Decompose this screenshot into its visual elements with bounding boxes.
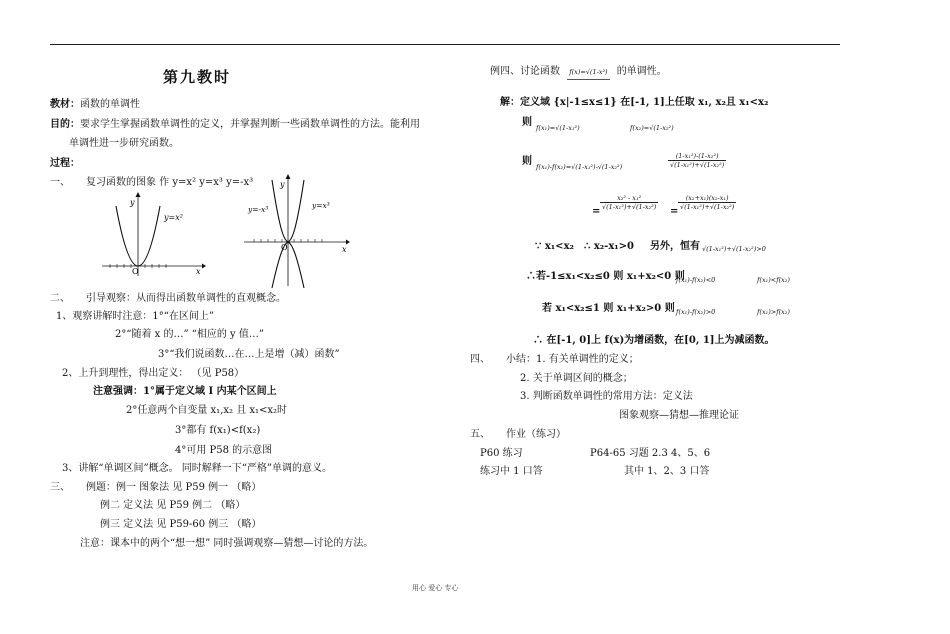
- section-3-num: 三、: [50, 482, 70, 493]
- y-axis-arrow-icon: [136, 192, 141, 197]
- diff-frac-2: [600, 194, 658, 211]
- section-1-text: 复习函数的图象 作 y=x² y=x³ y=-x³: [86, 177, 254, 188]
- section-1-num: 一、: [50, 177, 70, 188]
- y-axis-label: y: [280, 180, 285, 189]
- s3-note: 注意：课本中的两个“想一想” 同时强调观察—猜想—讨论的方法。: [80, 538, 374, 549]
- cubic-label: y=x³: [312, 201, 330, 210]
- material-text: 函数的单调性: [80, 99, 140, 110]
- also-text: 另外，恒有: [650, 241, 700, 252]
- s4-summary-1: 小结：1. 有关单调性的定义；: [506, 354, 639, 365]
- x-axis-arrow-icon: [202, 264, 206, 269]
- then-2: 则: [522, 156, 532, 167]
- s4-summary-2: 2. 关于单调区间的概念；: [520, 373, 633, 384]
- s5-homework-2b: 其中 1、2、3 口答: [624, 466, 710, 477]
- y-axis-arrow-icon: [286, 174, 291, 179]
- solution-line: 解：定义域 {x|-1≤x≤1} 在[-1, 1]上任取 x₁, x₂且 x₁<x₂: [500, 97, 769, 108]
- x-axis-label: x: [342, 245, 347, 254]
- origin-label: O: [132, 267, 139, 276]
- also-expr: √(1-x₁²)+√(1-x₂²)>0: [702, 245, 766, 253]
- s5-homework-2a: 练习中 1 口答: [480, 466, 543, 477]
- s3-example-1: 例题：例一 图象法 见 P59 例一 （略）: [86, 482, 262, 493]
- diff-frac-2-den: √(1-x₁²)+√(1-x₂²): [602, 203, 657, 211]
- diff-frac-3-den: √(1-x₁²)+√(1-x₂²): [680, 203, 735, 211]
- y-axis-label: y: [130, 198, 135, 207]
- goal-text-1: 要求学生掌握函数单调性的定义，并掌握判断一些函数单调性的方法。能利用: [80, 119, 420, 130]
- diff-frac-1-den: √(1-x₁²)+√(1-x₂²): [670, 161, 725, 169]
- s2-item-2: 2、上升到理性，得出定义： （见 P58）: [62, 368, 245, 379]
- section-4-num: 四、: [470, 354, 490, 365]
- section-2-num: 二、: [50, 293, 70, 304]
- s5-homework-1b: P64-65 习题 2.3 4、5、6: [590, 448, 711, 459]
- s2-item-2c: 3°都有 f(x₁)<f(x₂): [175, 425, 261, 436]
- x-axis-arrow-icon: [346, 240, 350, 245]
- origin-label: O: [281, 243, 288, 252]
- s2-item-1: 1、观察讲解时注意：1°“在区间上”: [56, 311, 214, 322]
- case-2-expr: f(x₁)-f(x₂)>0: [676, 308, 716, 316]
- ex4-line: [490, 65, 667, 80]
- goal-text-2: 单调性进一步研究函数。: [69, 138, 179, 149]
- diff-frac-1-num: (1-x₁²)-(1-x₂²): [668, 152, 726, 161]
- s2-item-1c: 3°“我们说函数…在…上是增（减）函数”: [158, 349, 340, 360]
- diff-frac-2-num: x₂² - x₁²: [600, 194, 658, 203]
- equals-1: =: [592, 206, 601, 217]
- conclusion: ∴ 在[-1, 0]上 f(x)为增函数，在[0, 1]上为减函数。: [533, 335, 775, 346]
- page-title: 第九教时: [163, 68, 232, 86]
- s2-item-3: 3、讲解“单调区间”概念。 同时解释一下“严格”单调的意义。: [62, 463, 332, 474]
- case-2-result: f(x₁)>f(x₂): [757, 308, 790, 316]
- curve-label: y=x²: [164, 213, 183, 222]
- page-footer: 用心 爱心 专心: [412, 584, 459, 592]
- s2-item-2a: 注意强调：1°属于定义域 I 内某个区间上: [93, 386, 277, 397]
- fx2-expr: f(x₂)=√(1-x₂²): [630, 124, 674, 132]
- case-1: ∴若-1≤x₁<x₂≤0 则 x₁+x₂<0 则: [526, 271, 685, 282]
- case-1-result: f(x₁)<f(x₂): [757, 276, 790, 284]
- process-label: 过程：: [50, 158, 80, 169]
- equals-2: =: [670, 206, 679, 217]
- fx1-expr: f(x₁)=√(1-x₁²): [536, 124, 580, 132]
- s2-item-1b: 2°“随着 x 的…” “相应的 y 值…”: [115, 329, 264, 340]
- top-rule: [50, 44, 840, 45]
- material-line: [50, 98, 140, 111]
- section-5-num: 五、: [470, 429, 490, 440]
- case-2: 若 x₁<x₂≤1 则 x₁+x₂>0 则: [542, 303, 675, 314]
- s3-example-3: 例三 定义法 见 P59-60 例三 （略）: [100, 519, 262, 530]
- diff-frac-1: [668, 152, 726, 169]
- diff-expr-1: f(x₁)-f(x₂)=√(1-x₁²)-√(1-x₂²): [536, 163, 623, 171]
- then-1: 则: [522, 117, 532, 128]
- ex4-tail: 的单调性。: [616, 66, 667, 77]
- s4-summary-3: 3. 判断函数单调性的常用方法：定义法: [520, 391, 693, 402]
- since-1: ∵ x₁<x₂: [535, 241, 574, 252]
- diff-frac-3: [678, 194, 736, 211]
- graph-cubic: [240, 172, 360, 290]
- graph-parabola: [98, 190, 208, 280]
- since-2: ∴ x₂-x₁>0: [584, 241, 635, 252]
- case-1-expr: f(x₁)-f(x₂)<0: [676, 276, 716, 284]
- s3-example-2: 例二 定义法 见 P59 例二 （略）: [100, 500, 246, 511]
- section-2-text: 引导观察：从而得出函数单调性的直观概念。: [86, 293, 286, 304]
- ex4-func: f(x)=√(1-x²): [567, 66, 609, 80]
- diff-frac-3-num: (x₂+x₁)(x₂-x₁): [678, 194, 736, 203]
- s4-summary-4: 图象观察—猜想—推理论证: [619, 410, 739, 421]
- ex4-title: 例四、讨论函数: [490, 66, 560, 77]
- s5-homework-1a: P60 练习: [480, 448, 523, 459]
- goal-label: 目的：: [50, 119, 80, 130]
- s2-item-2b: 2°任意两个自变量 x₁,x₂ 且 x₁<x₂时: [126, 405, 288, 416]
- neg-cubic-label: y=-x³: [248, 205, 269, 214]
- x-axis-label: x: [196, 267, 201, 276]
- s5-homework-title: 作业（练习）: [506, 429, 566, 440]
- s2-item-2d: 4°可用 P58 的示意图: [175, 445, 273, 456]
- goal-line: [50, 118, 420, 131]
- material-label: 教材：: [50, 99, 80, 110]
